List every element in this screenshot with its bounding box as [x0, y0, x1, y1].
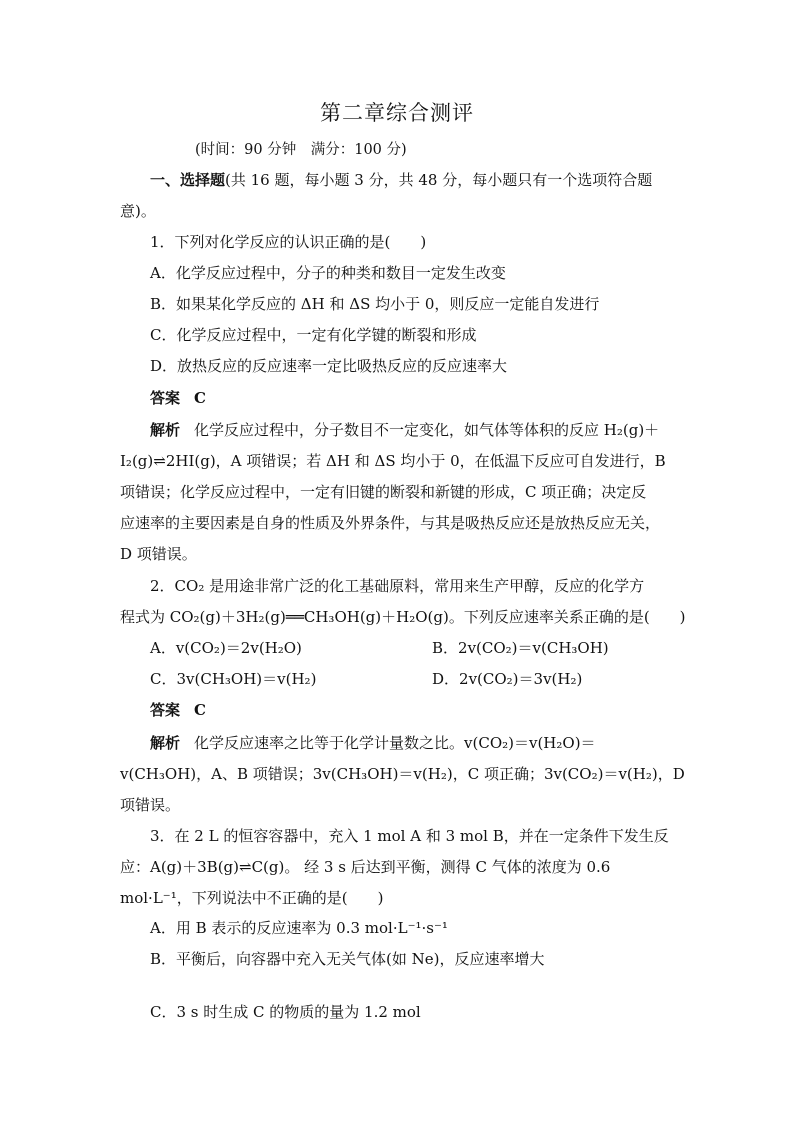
question-3-stem-1: 3．在 2 L 的恒容容器中，充入 1 mol A 和 3 mol B，并在一定条件下发生反	[150, 827, 669, 845]
question-2-option-d: D．2v(CO₂)＝3v(H₂)	[432, 670, 583, 688]
question-2-analysis-2: v(CH₃OH)，A、B 项错误；3v(CH₃OH)＝v(H₂)，C 项正确；3v(CO₂)＝v(H₂)，D	[120, 765, 685, 783]
question-2-options-row-1	[150, 638, 670, 658]
question-2-option-c: C．3v(CH₃OH)＝v(H₂)	[150, 670, 317, 688]
answer-label: 答案	[150, 701, 181, 719]
exam-meta: (时间：90 分钟 满分：100 分)	[195, 142, 407, 158]
question-1-stem: 1．下列对化学反应的认识正确的是( )	[150, 233, 427, 251]
question-1-analysis-5: D 项错误。	[120, 545, 197, 563]
question-2-option-b: B．2v(CO₂)＝v(CH₃OH)	[432, 639, 609, 657]
section-desc-cont: 意)。	[120, 202, 156, 220]
analysis-text: 化学反应过程中，分子数目不一定变化，如气体等体积的反应 H₂(g)＋	[194, 421, 660, 439]
question-2-analysis-3: 项错误。	[120, 796, 181, 814]
analysis-label: 解析	[150, 421, 181, 439]
answer-value: C	[194, 701, 206, 719]
question-1-option-a: A．化学反应过程中，分子的种类和数目一定发生改变	[150, 264, 506, 282]
question-2-stem-1: 2．CO₂ 是用途非常广泛的化工基础原料，常用来生产甲醇，反应的化学方	[150, 577, 645, 595]
answer-value: C	[194, 389, 206, 407]
question-1-option-b: B．如果某化学反应的 ΔH 和 ΔS 均小于 0，则反应一定能自发进行	[150, 295, 600, 313]
analysis-label: 解析	[150, 734, 181, 752]
analysis-text: 化学反应速率之比等于化学计量数之比。v(CO₂)＝v(H₂O)＝	[194, 734, 596, 752]
section-desc: (共 16 题，每小题 3 分，共 48 分，每小题只有一个选项符合题	[225, 171, 653, 189]
question-1-analysis-line	[150, 420, 659, 440]
question-3-stem-3: mol·L⁻¹，下列说法中不正确的是( )	[120, 889, 384, 907]
section-heading: 一、选择题	[150, 171, 226, 189]
question-2-stem-2: 程式为 CO₂(g)＋3H₂(g)══CH₃OH(g)＋H₂O(g)。下列反应速率关系正确的是( )	[120, 608, 686, 626]
answer-label: 答案	[150, 389, 181, 407]
question-2-answer	[150, 700, 206, 720]
question-3-option-b: B．平衡后，向容器中充入无关气体(如 Ne)，反应速率增大	[150, 950, 545, 968]
section-heading-line	[150, 170, 652, 190]
question-1-option-d: D．放热反应的反应速率一定比吸热反应的反应速率大	[150, 357, 508, 375]
question-1-answer	[150, 388, 206, 408]
question-3-stem-2: 应：A(g)＋3B(g)⇌C(g)。 经 3 s 后达到平衡，测得 C 气体的浓度为 0.6	[120, 858, 611, 876]
question-3-option-c: C．3 s 时生成 C 的物质的量为 1.2 mol	[150, 1003, 421, 1021]
question-2-options-row-2	[150, 669, 670, 689]
page-title: 第二章综合测评	[320, 101, 474, 125]
question-2-analysis-line	[150, 733, 596, 753]
question-1-option-c: C．化学反应过程中，一定有化学键的断裂和形成	[150, 326, 477, 344]
question-3-option-a: A．用 B 表示的反应速率为 0.3 mol·L⁻¹·s⁻¹	[150, 919, 448, 937]
question-2-option-a: A．v(CO₂)＝2v(H₂O)	[150, 639, 302, 657]
question-1-analysis-3: 项错误；化学反应过程中，一定有旧键的断裂和新键的形成，C 项正确；决定反	[120, 483, 647, 501]
question-1-analysis-2: I₂(g)⇌2HI(g)，A 项错误；若 ΔH 和 ΔS 均小于 0，在低温下反应可自发进行，B	[120, 452, 666, 470]
question-1-analysis-4: 应速率的主要因素是自身的性质及外界条件，与其是吸热反应还是放热反应无关，	[120, 514, 661, 532]
